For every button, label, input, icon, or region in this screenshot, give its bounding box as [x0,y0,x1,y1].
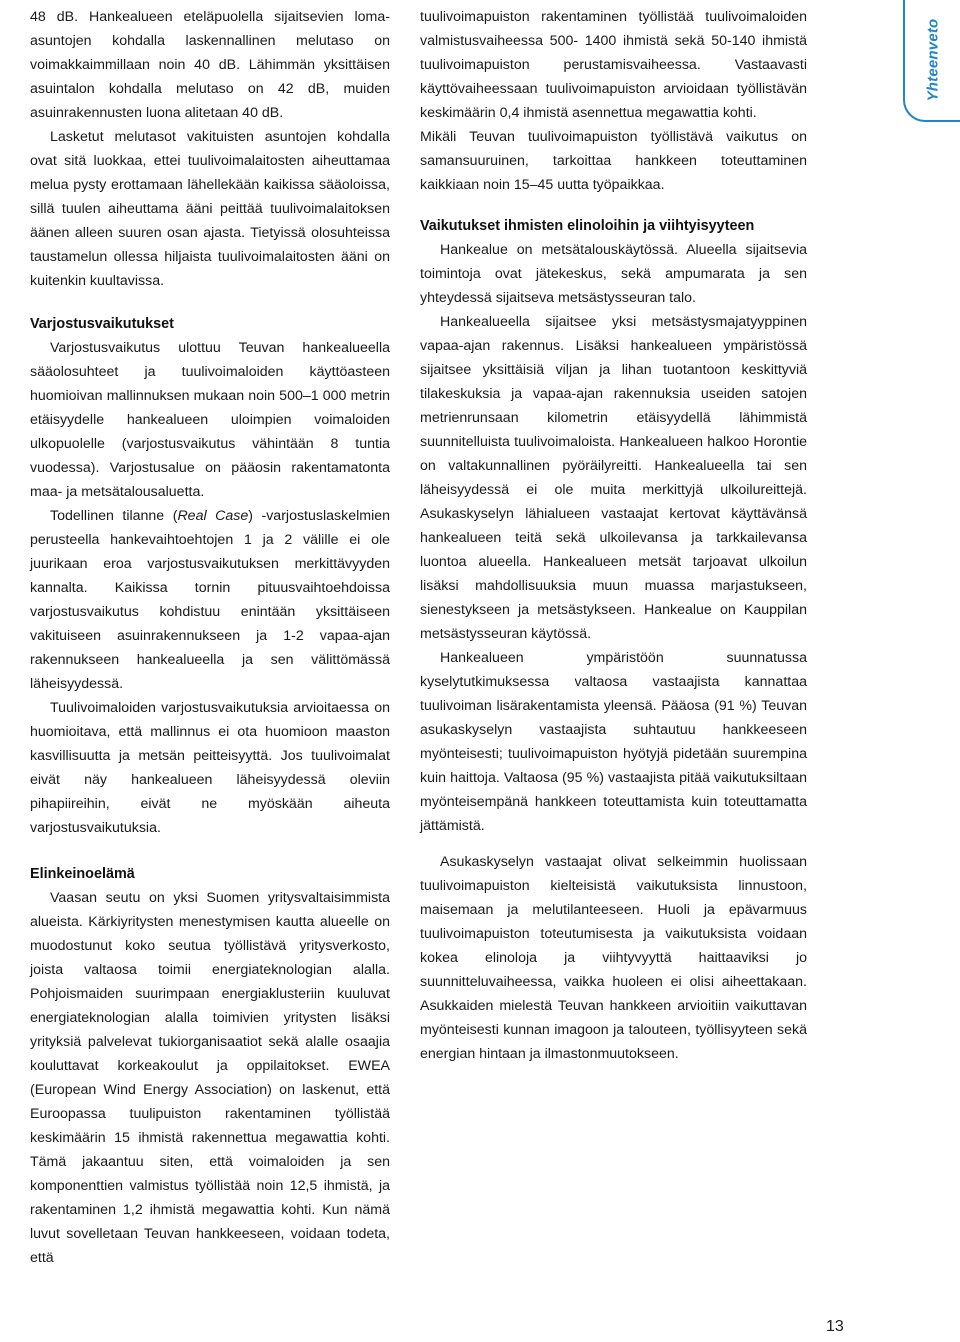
heading-living-conditions: Vaikutukset ihmisten elinoloihin ja viihtyisyyteen [420,218,755,234]
paragraph-noise-levels: 48 dB. Hankealueen eteläpuolella sijaitsevien loma-asuntojen kohdalla laskennallinen melutaso on voimakkaimmillaan noin 40 dB. Lähimmän yksittäisen asuintalon kohdalla melutaso on 42 dB, muiden asuinrakennusten luona alitetaan 40 dB. [30,9,390,121]
heading-business-life: Elinkeinoelämä [30,866,135,882]
real-case-post: ) -varjostuslaskelmien perusteella hankevaihtoehtojen 1 ja 2 välille ei ole juurikaan eroa varjostusvaikutuksen merkittävyyden kannalta. Kaikissa tornin pituusvaihtoehdoissa varjostusvaikutus kohdistuu enintään yksittäiseen vakituiseen asuinrakennukseen ja 1-2 vapaa-ajan rakennukseen hankealueella ja sen välittömässä läheisyydessä. [30,508,390,692]
paragraph-energy-cluster: Vaasan seutu on yksi Suomen yritysvaltaisimmista alueista. Kärkiyritysten menestymisen kautta alueelle on muodostunut koko seutua työllistävä yritysverkosto, joista valtaosa toimii energiateknologian alalla. Pohjoismaiden suurimpaan energiaklusteriin kuuluvat energiateknologian alalla toimivien yritysten lisäksi yrityksiä palvelevat tukiorganisaatiot sekä alalle osaajia kouluttavat korkeakoulut ja oppilaitokset. EWEA (European Wind Energy Association) on laskenut, että Euroopassa tuulipuiston rakentaminen työllistää keskimäärin 15 ihmistä rakennettua megawattia kohti. Tämä jakaantuu siten, että voimaloiden ja sen komponenttien valmistus työllistää noin 12,5 ihmistä, ja rakentaminen 1,2 ihmistä megawattia kohti. Kun nämä luvut sovelletaan Teuvan hankkeeseen, voidaan todeta, että [30,890,390,1266]
paragraph-noise-perception: Lasketut melutasot vakituisten asuntojen kohdalla ovat sitä luokkaa, ettei tuulivoimalaitosten aiheuttamaa melua pysty erottamaan lähellekään kaikissa sääoloissa, sillä tuulen aiheuttama ääni peittää tuulivoimalaitoksen äänen alleen suuren osan ajasta. Tietyissä olosuhteissa taustamelun ollessa hiljaista tuulivoimalaitosten ääni on kuitenkin kuultavissa. [30,129,390,289]
paragraph-survey-concerns: Asukaskyselyn vastaajat olivat selkeimmin huolissaan tuulivoimapuiston kielteisistä vaikutuksista linnustoon, maisemaan ja melutilanteeseen. Huoli ja epävarmuus tuulivoimapuiston toteutumisesta ja vaikutuksista voidaan kokea elinoloja ja viihtyvyyttä haittaaviksi jo suunnitteluvaiheessa, vaikka huoleen ei olisi aiheettakaan. Asukkaiden mielestä Teuvan hankkeen arvioitiin vaikuttavan myönteisesti kunnan imagoon ja talouteen, työllisyyteen sekä energian hintaan ja ilmastonmuutokseen. [420,854,807,1062]
paragraph-real-case [30,504,390,696]
real-case-term: Real Case [177,508,249,524]
right-column [420,5,807,1066]
paragraph-survey-support: Hankealueen ympäristöön suunnatussa kyselytutkimuksessa valtaosa vastaajista kannattaa tuulivoiman lisärakentamista yleensä. Pääosa (91 %) Teuvan asukaskyselyn vastaajista suhtautuu hankkeeseen myönteisesti; tuulivoimapuiston hyötyjä pidetään suurempina kuin haittoja. Valtaosa (95 %) vastaajista pitää vaikutuksiltaan myönteisempänä hankkeen toteuttamista kuin toteuttamatta jättämistä. [420,650,807,834]
left-column [30,5,390,1270]
real-case-pre: Todellinen tilanne ( [50,508,178,524]
paragraph-forestry-use: Hankealue on metsätalouskäytössä. Alueella sijaitsevia toimintoja ovat jätekeskus, sekä ampumarata ja sen yhteydessä sijaitseva metsästysseuran talo. [420,242,807,306]
paragraph-shadow-range: Varjostusvaikutus ulottuu Teuvan hankealueella sääolosuhteet ja tuulivoimaloiden käyttöasteen huomioivan mallinnuksen mukaan noin 500–1 000 metrin etäisyydelle hankealueen uloimpien voimaloiden ulkopuolelle (varjostusvaikutus vähintään 8 tuntia vuodessa). Varjostusalue on pääosin rakentamatonta maa- ja metsätalousaluetta. [30,340,390,500]
section-tab [903,0,960,122]
heading-shadow-effects: Varjostusvaikutukset [30,316,174,332]
section-tab-label: Yhteenveto [924,18,941,102]
paragraph-recreation: Hankealueella sijaitsee yksi metsästysmajatyyppinen vapaa-ajan rakennus. Lisäksi hankealueen ympäristössä sijaitsee yksittäisiä viljan ja lihan tuotantoon keskittyviä tilakeskuksia ja vapaa-ajan rakennuksia useiden satojen metrienrunsaan kilometrin etäisyydellä lähimmistä suunnitelluista tuulivoimaloista. Hankealueen halkoo Horontie on valtakunnallinen pyöräilyreitti. Hankealueella tai sen läheisyydessä ei ole muita merkittyjä ulkoilureittejä. Asukaskyselyn lähialueen vastaajat kertovat käyttävänsä hankealueen teitä sekä ulkoilevansa ja tarkkailevansa luontoa alueella. Hankealueen metsät tarjoavat ulkoilun lisäksi mahdollisuuksia muun muassa marjastukseen, sienestykseen ja metsästykseen. Hankealue on Kauppilan metsästysseuran käytössä. [420,314,807,642]
paragraph-new-jobs: Mikäli Teuvan tuulivoimapuiston työllistävä vaikutus on samansuuruinen, tarkoittaa hankkeen toteuttaminen kaikkiaan noin 15–45 uutta työpaikkaa. [420,129,807,193]
paragraph-shadow-modelling: Tuulivoimaloiden varjostusvaikutuksia arvioitaessa on huomioitava, että mallinnus ei ota huomioon maaston kasvillisuutta ja metsän peitteisyyttä. Jos tuulivoimalat eivät näy hankealueen läheisyydessä oleviin pihapiireihin, eivät ne myöskään aiheuta varjostusvaikutuksia. [30,700,390,836]
page-number: 13 [826,1318,844,1335]
paragraph-employment: tuulivoimapuiston rakentaminen työllistää tuulivoimaloiden valmistusvaiheessa 500- 1400 ihmistä sekä 50-140 ihmistä tuulivoimapuiston perustamisvaiheessa. Vastaavasti käyttövaiheessaan tuulivoimapuiston arvioidaan työllistävän keskimäärin 0,4 ihmistä asennettua megawattia kohti. [420,9,807,121]
